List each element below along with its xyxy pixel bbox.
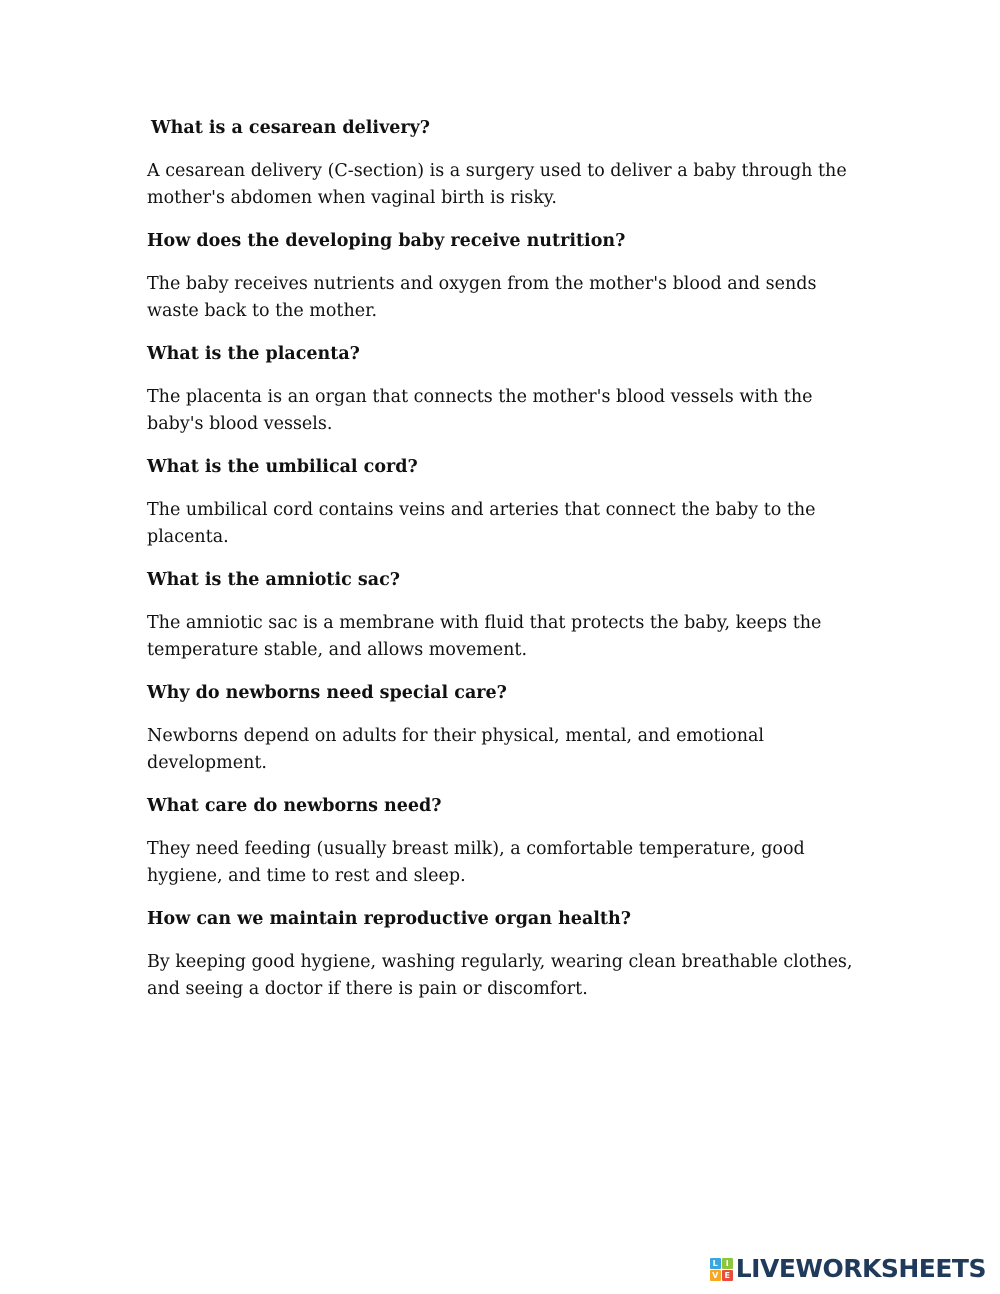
qa-item [147, 115, 867, 212]
qa-item [147, 793, 867, 890]
question: What care do newborns need? [147, 796, 442, 816]
question: What is the placenta? [147, 344, 360, 364]
answer: By keeping good hygiene, washing regularly, wearing clean breathable clothes, and seeing a doctor if there is pain or discomfort. [147, 952, 853, 999]
qa-item [147, 454, 867, 551]
answer: The amniotic sac is a membrane with fluid that protects the baby, keeps the temperature stable, and allows movement. [147, 613, 822, 660]
question: How does the developing baby receive nutrition? [147, 231, 626, 251]
liveworksheets-logo [710, 1255, 986, 1283]
qa-item [147, 228, 867, 325]
question: What is a cesarean delivery? [151, 118, 431, 138]
qa-item [147, 680, 867, 777]
answer: Newborns depend on adults for their physical, mental, and emotional development. [147, 726, 765, 773]
logo-mark-icon [710, 1258, 733, 1281]
answer: The umbilical cord contains veins and arteries that connect the baby to the placenta. [147, 500, 816, 547]
answer: The baby receives nutrients and oxygen from the mother's blood and sends waste back to the mother. [147, 274, 817, 321]
qa-item [147, 906, 867, 1003]
qa-item [147, 341, 867, 438]
logo-tile-i: I [722, 1258, 733, 1269]
answer: A cesarean delivery (C-section) is a surgery used to deliver a baby through the mother's abdomen when vaginal birth is risky. [147, 161, 847, 208]
logo-tile-e: E [722, 1270, 733, 1281]
logo-text: LIVEWORKSHEETS [735, 1254, 986, 1283]
question: How can we maintain reproductive organ health? [147, 909, 631, 929]
logo-tile-v: V [710, 1270, 721, 1281]
answer: The placenta is an organ that connects the mother's blood vessels with the baby's blood vessels. [147, 387, 813, 434]
answer: They need feeding (usually breast milk), a comfortable temperature, good hygiene, and time to rest and sleep. [147, 839, 805, 886]
question: Why do newborns need special care? [147, 683, 507, 703]
qa-list [147, 115, 867, 1019]
question: What is the amniotic sac? [147, 570, 400, 590]
qa-item [147, 567, 867, 664]
question: What is the umbilical cord? [147, 457, 418, 477]
logo-tile-l: L [710, 1258, 721, 1269]
